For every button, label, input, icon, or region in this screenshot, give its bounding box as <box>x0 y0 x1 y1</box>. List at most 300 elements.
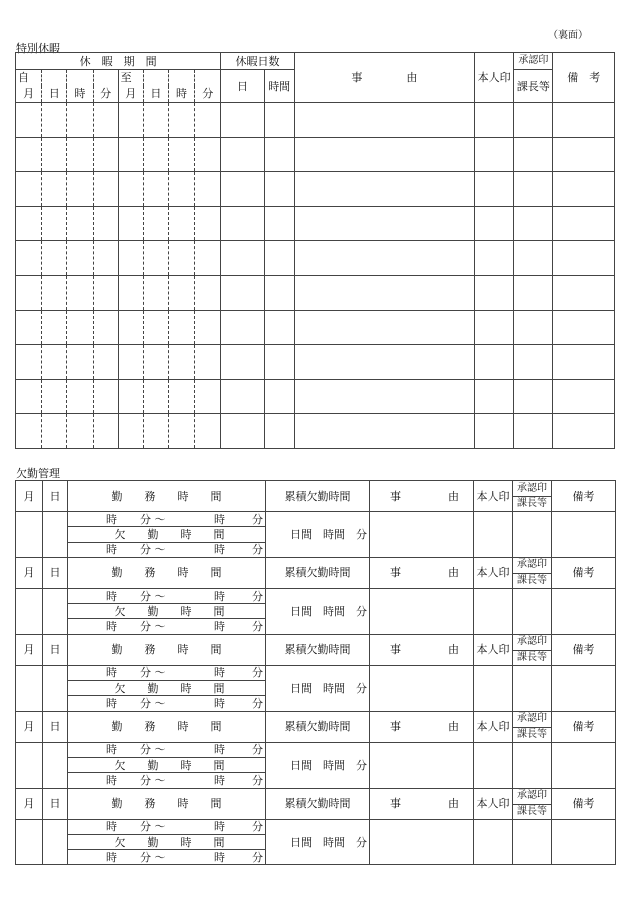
entry-cell[interactable] <box>294 241 474 276</box>
entry-cell[interactable] <box>118 206 143 241</box>
abs-header-month: 月 <box>16 557 43 588</box>
abs-cumulative-cell[interactable]: 日間 時間 分 <box>266 819 370 865</box>
entry-cell[interactable] <box>553 103 615 138</box>
entry-cell[interactable] <box>93 379 118 414</box>
abs-time-range-line[interactable] <box>68 542 266 557</box>
absence-entry-row <box>16 819 616 834</box>
abs-header-reason <box>370 634 474 665</box>
entry-cell[interactable] <box>168 414 194 449</box>
entry-cell[interactable] <box>294 379 474 414</box>
entry-cell[interactable] <box>221 414 264 449</box>
entry-cell[interactable] <box>168 310 194 345</box>
abs-seal-cell[interactable] <box>474 512 513 558</box>
special-leave-row <box>16 379 615 414</box>
entry-cell[interactable] <box>168 206 194 241</box>
abs-header-day: 日 <box>43 481 68 512</box>
abs-header-cumulative: 累積欠勤時間 <box>266 481 370 512</box>
entry-cell[interactable] <box>474 275 513 310</box>
entry-cell[interactable] <box>264 172 294 207</box>
entry-cell[interactable] <box>42 379 67 414</box>
special-leave-row <box>16 103 615 138</box>
entry-cell[interactable] <box>93 310 118 345</box>
entry-cell[interactable] <box>294 206 474 241</box>
abs-minute-from-label: 分 〜 <box>140 666 166 680</box>
header-to-day: 日 <box>143 86 168 103</box>
special-leave-row <box>16 345 615 380</box>
absence-header-row <box>16 711 616 727</box>
entry-cell[interactable] <box>16 345 42 380</box>
abs-header-work-time: 勤 務 時 間 <box>68 481 266 512</box>
entry-cell[interactable] <box>93 172 118 207</box>
entry-cell[interactable] <box>221 172 264 207</box>
entry-cell[interactable] <box>264 345 294 380</box>
abs-header-own-seal: 本人印 <box>474 481 513 512</box>
abs-month-cell[interactable] <box>16 819 43 865</box>
entry-cell[interactable] <box>16 241 42 276</box>
entry-cell[interactable] <box>514 137 553 172</box>
special-leave-table <box>15 52 615 449</box>
entry-cell[interactable] <box>264 103 294 138</box>
entry-cell[interactable] <box>118 345 143 380</box>
abs-absence-hours-label: 欠 勤 時 間 <box>114 835 225 849</box>
entry-cell[interactable] <box>16 310 42 345</box>
entry-cell[interactable] <box>264 414 294 449</box>
header-approval-seal: 承認印 <box>514 53 553 70</box>
absence-table <box>15 480 616 865</box>
abs-reason-a: 事 <box>390 566 401 580</box>
abs-header-approval: 承認印 <box>513 481 552 497</box>
entry-cell[interactable] <box>67 414 93 449</box>
entry-cell[interactable] <box>168 137 194 172</box>
abs-month-cell[interactable] <box>16 665 43 711</box>
abs-hour-label: 時 <box>106 512 117 526</box>
abs-time-range-line[interactable] <box>68 512 266 527</box>
header-to-month: 月 <box>118 86 143 103</box>
abs-hour-label: 時 <box>106 697 117 711</box>
entry-cell[interactable] <box>514 414 553 449</box>
abs-time-range-line[interactable] <box>68 742 266 757</box>
entry-cell[interactable] <box>118 310 143 345</box>
abs-reason-a: 事 <box>390 720 401 734</box>
header-own-seal: 本人印 <box>474 53 513 103</box>
abs-hour-to-label: 時 <box>214 773 225 787</box>
abs-header-approval: 承認印 <box>513 788 552 804</box>
entry-cell[interactable] <box>93 414 118 449</box>
abs-seal-cell[interactable] <box>474 819 513 865</box>
special-leave-row <box>16 137 615 172</box>
entry-cell[interactable] <box>143 379 168 414</box>
abs-day-cell[interactable] <box>43 819 68 865</box>
entry-cell[interactable] <box>195 379 221 414</box>
absence-entry-row <box>16 665 616 680</box>
entry-cell[interactable] <box>67 241 93 276</box>
header-leave-period: 休 暇 期 間 <box>16 53 221 70</box>
abs-day-cell[interactable] <box>43 742 68 788</box>
entry-cell[interactable] <box>221 310 264 345</box>
abs-header-remarks: 備考 <box>552 557 616 588</box>
abs-minute-from-label: 分 〜 <box>140 773 166 787</box>
abs-header-reason <box>370 711 474 742</box>
entry-cell[interactable] <box>143 172 168 207</box>
entry-cell[interactable] <box>143 275 168 310</box>
abs-absence-hours-line[interactable] <box>68 681 266 696</box>
entry-cell[interactable] <box>474 310 513 345</box>
abs-day-cell[interactable] <box>43 512 68 558</box>
abs-cumulative-cell[interactable]: 日間 時間 分 <box>266 665 370 711</box>
entry-cell[interactable] <box>221 137 264 172</box>
abs-header-reason <box>370 788 474 819</box>
abs-remarks-cell[interactable] <box>552 665 616 711</box>
abs-seal-cell[interactable] <box>474 588 513 634</box>
abs-approval-cell[interactable] <box>513 665 552 711</box>
abs-hour-to-label: 時 <box>214 820 225 834</box>
entry-cell[interactable] <box>195 206 221 241</box>
entry-cell[interactable] <box>474 137 513 172</box>
abs-minute-from-label: 分 〜 <box>140 697 166 711</box>
entry-cell[interactable] <box>514 310 553 345</box>
entry-cell[interactable] <box>195 310 221 345</box>
abs-absence-hours-line[interactable] <box>68 757 266 772</box>
abs-minute-from-label: 分 〜 <box>140 820 166 834</box>
abs-header-remarks: 備考 <box>552 711 616 742</box>
abs-approval-cell[interactable] <box>513 512 552 558</box>
abs-header-approval: 承認印 <box>513 634 552 650</box>
entry-cell[interactable] <box>118 137 143 172</box>
entry-cell[interactable] <box>294 310 474 345</box>
entry-cell[interactable] <box>294 275 474 310</box>
entry-cell[interactable] <box>168 345 194 380</box>
entry-cell[interactable] <box>553 137 615 172</box>
abs-hour-label: 時 <box>106 743 117 757</box>
abs-hour-to-label: 時 <box>214 620 225 634</box>
abs-cumulative-cell[interactable]: 日間 時間 分 <box>266 588 370 634</box>
abs-reason-cell[interactable] <box>370 512 474 558</box>
abs-day-cell[interactable] <box>43 588 68 634</box>
entry-cell[interactable] <box>143 137 168 172</box>
entry-cell[interactable] <box>474 379 513 414</box>
header-days-hours: 時間 <box>264 70 294 103</box>
abs-reason-a: 事 <box>390 797 401 811</box>
abs-absence-hours-line[interactable] <box>68 527 266 542</box>
abs-header-month: 月 <box>16 788 43 819</box>
abs-header-approval: 承認印 <box>513 557 552 573</box>
abs-header-own-seal: 本人印 <box>474 557 513 588</box>
abs-time-range-line[interactable] <box>68 819 266 834</box>
entry-cell[interactable] <box>264 379 294 414</box>
entry-cell[interactable] <box>294 137 474 172</box>
entry-cell[interactable] <box>42 206 67 241</box>
abs-header-day: 日 <box>43 788 68 819</box>
entry-cell[interactable] <box>118 103 143 138</box>
entry-cell[interactable] <box>294 172 474 207</box>
abs-seal-cell[interactable] <box>474 665 513 711</box>
abs-header-day: 日 <box>43 634 68 665</box>
abs-reason-b: 由 <box>448 797 459 811</box>
abs-minute-from-label: 分 〜 <box>140 620 166 634</box>
abs-time-range-line[interactable] <box>68 850 266 865</box>
entry-cell[interactable] <box>93 275 118 310</box>
abs-hour-to-label: 時 <box>214 697 225 711</box>
header-days-day: 日 <box>221 70 264 103</box>
entry-cell[interactable] <box>221 103 264 138</box>
special-leave-row <box>16 206 615 241</box>
entry-cell[interactable] <box>67 345 93 380</box>
abs-cumulative-cell[interactable]: 日間 時間 分 <box>266 512 370 558</box>
header-remarks: 備 考 <box>553 53 615 103</box>
entry-cell[interactable] <box>264 206 294 241</box>
entry-cell[interactable] <box>118 379 143 414</box>
entry-cell[interactable] <box>514 103 553 138</box>
special-leave-row <box>16 414 615 449</box>
abs-month-cell[interactable] <box>16 588 43 634</box>
abs-header-cumulative: 累積欠勤時間 <box>266 788 370 819</box>
abs-reason-b: 由 <box>448 643 459 657</box>
entry-cell[interactable] <box>16 379 42 414</box>
entry-cell[interactable] <box>294 345 474 380</box>
abs-reason-b: 由 <box>448 489 459 503</box>
entry-cell[interactable] <box>474 172 513 207</box>
abs-hour-to-label: 時 <box>214 666 225 680</box>
entry-cell[interactable] <box>195 172 221 207</box>
abs-minute-to-label: 分 <box>252 820 263 834</box>
entry-cell[interactable] <box>118 275 143 310</box>
abs-minute-from-label: 分 〜 <box>140 512 166 526</box>
entry-cell[interactable] <box>221 379 264 414</box>
entry-cell[interactable] <box>264 137 294 172</box>
entry-cell[interactable] <box>514 345 553 380</box>
entry-cell[interactable] <box>553 310 615 345</box>
absence-header-row <box>16 788 616 804</box>
entry-cell[interactable] <box>553 345 615 380</box>
absence-header-row <box>16 557 616 573</box>
header-leave-days: 休暇日数 <box>221 53 294 70</box>
header-chief: 課長等 <box>514 70 553 103</box>
entry-cell[interactable] <box>168 103 194 138</box>
abs-reason-cell[interactable] <box>370 742 474 788</box>
entry-cell[interactable] <box>221 206 264 241</box>
header-to-minute: 分 <box>195 86 221 103</box>
entry-cell[interactable] <box>514 241 553 276</box>
header-from-hour: 時 <box>67 86 93 103</box>
entry-cell[interactable] <box>93 103 118 138</box>
abs-seal-cell[interactable] <box>474 742 513 788</box>
entry-cell[interactable] <box>195 137 221 172</box>
entry-cell[interactable] <box>264 241 294 276</box>
abs-absence-hours-line[interactable] <box>68 834 266 849</box>
abs-header-chief: 課長等 <box>513 804 552 819</box>
entry-cell[interactable] <box>294 103 474 138</box>
abs-header-month: 月 <box>16 481 43 512</box>
entry-cell[interactable] <box>67 275 93 310</box>
abs-absence-hours-line[interactable] <box>68 604 266 619</box>
entry-cell[interactable] <box>16 103 42 138</box>
entry-cell[interactable] <box>221 241 264 276</box>
entry-cell[interactable] <box>16 275 42 310</box>
abs-absence-hours-label: 欠 勤 時 間 <box>114 758 225 772</box>
abs-hour-label: 時 <box>106 620 117 634</box>
entry-cell[interactable] <box>553 379 615 414</box>
abs-header-reason <box>370 481 474 512</box>
entry-cell[interactable] <box>195 275 221 310</box>
entry-cell[interactable] <box>93 241 118 276</box>
abs-header-cumulative: 累積欠勤時間 <box>266 711 370 742</box>
abs-minute-from-label: 分 〜 <box>140 589 166 603</box>
abs-header-chief: 課長等 <box>513 650 552 665</box>
entry-cell[interactable] <box>195 103 221 138</box>
abs-remarks-cell[interactable] <box>552 512 616 558</box>
abs-hour-label: 時 <box>106 589 117 603</box>
entry-cell[interactable] <box>16 206 42 241</box>
entry-cell[interactable] <box>118 241 143 276</box>
entry-cell[interactable] <box>474 345 513 380</box>
absence-title: 欠勤管理 <box>16 467 60 480</box>
entry-cell[interactable] <box>42 345 67 380</box>
page-side-label: （裏面） <box>548 30 588 41</box>
entry-cell[interactable] <box>42 241 67 276</box>
entry-cell[interactable] <box>168 172 194 207</box>
entry-cell[interactable] <box>143 206 168 241</box>
abs-minute-to-label: 分 <box>252 589 263 603</box>
abs-reason-cell[interactable] <box>370 819 474 865</box>
abs-reason-a: 事 <box>390 643 401 657</box>
entry-cell[interactable] <box>514 275 553 310</box>
abs-time-range-line[interactable] <box>68 696 266 711</box>
absence-header-row <box>16 481 616 497</box>
entry-cell[interactable] <box>168 275 194 310</box>
entry-cell[interactable] <box>294 414 474 449</box>
abs-hour-label: 時 <box>106 820 117 834</box>
entry-cell[interactable] <box>16 414 42 449</box>
entry-cell[interactable] <box>67 137 93 172</box>
abs-time-range-line[interactable] <box>68 665 266 680</box>
entry-cell[interactable] <box>195 414 221 449</box>
entry-cell[interactable] <box>16 137 42 172</box>
abs-header-remarks: 備考 <box>552 481 616 512</box>
entry-cell[interactable] <box>553 241 615 276</box>
entry-cell[interactable] <box>168 241 194 276</box>
abs-header-own-seal: 本人印 <box>474 788 513 819</box>
abs-hour-label: 時 <box>106 666 117 680</box>
abs-minute-from-label: 分 〜 <box>140 743 166 757</box>
entry-cell[interactable] <box>195 241 221 276</box>
entry-cell[interactable] <box>474 206 513 241</box>
abs-day-cell[interactable] <box>43 665 68 711</box>
entry-cell[interactable] <box>143 310 168 345</box>
entry-cell[interactable] <box>143 414 168 449</box>
abs-reason-cell[interactable] <box>370 588 474 634</box>
abs-hour-to-label: 時 <box>214 589 225 603</box>
entry-cell[interactable] <box>42 172 67 207</box>
entry-cell[interactable] <box>474 103 513 138</box>
abs-minute-to-label: 分 <box>252 697 263 711</box>
abs-header-remarks: 備考 <box>552 788 616 819</box>
entry-cell[interactable] <box>67 172 93 207</box>
entry-cell[interactable] <box>264 310 294 345</box>
entry-cell[interactable] <box>67 310 93 345</box>
abs-minute-from-label: 分 〜 <box>140 850 166 864</box>
entry-cell[interactable] <box>221 275 264 310</box>
entry-cell[interactable] <box>168 379 194 414</box>
entry-cell[interactable] <box>143 103 168 138</box>
entry-cell[interactable] <box>16 172 42 207</box>
entry-cell[interactable] <box>264 275 294 310</box>
abs-header-reason <box>370 557 474 588</box>
entry-cell[interactable] <box>514 206 553 241</box>
entry-cell[interactable] <box>514 379 553 414</box>
header-from: 自 <box>16 70 42 86</box>
special-leave-row <box>16 172 615 207</box>
abs-remarks-cell[interactable] <box>552 819 616 865</box>
abs-approval-cell[interactable] <box>513 742 552 788</box>
entry-cell[interactable] <box>553 172 615 207</box>
entry-cell[interactable] <box>474 414 513 449</box>
abs-header-cumulative: 累積欠勤時間 <box>266 557 370 588</box>
abs-month-cell[interactable] <box>16 512 43 558</box>
abs-remarks-cell[interactable] <box>552 742 616 788</box>
entry-cell[interactable] <box>42 275 67 310</box>
entry-cell[interactable] <box>67 103 93 138</box>
entry-cell[interactable] <box>553 414 615 449</box>
abs-approval-cell[interactable] <box>513 819 552 865</box>
header-from-minute: 分 <box>93 86 118 103</box>
entry-cell[interactable] <box>474 241 513 276</box>
abs-time-range-line[interactable] <box>68 773 266 788</box>
abs-month-cell[interactable] <box>16 742 43 788</box>
entry-cell[interactable] <box>553 206 615 241</box>
abs-hour-to-label: 時 <box>214 512 225 526</box>
entry-cell[interactable] <box>67 206 93 241</box>
abs-minute-to-label: 分 <box>252 773 263 787</box>
absence-entry-row <box>16 512 616 527</box>
header-reason: 事 由 <box>294 53 474 103</box>
abs-hour-to-label: 時 <box>214 850 225 864</box>
entry-cell[interactable] <box>143 241 168 276</box>
abs-time-range-line[interactable] <box>68 619 266 634</box>
abs-absence-hours-label: 欠 勤 時 間 <box>114 604 225 618</box>
special-leave-row <box>16 275 615 310</box>
entry-cell[interactable] <box>118 172 143 207</box>
entry-cell[interactable] <box>143 345 168 380</box>
abs-header-own-seal: 本人印 <box>474 711 513 742</box>
entry-cell[interactable] <box>42 137 67 172</box>
entry-cell[interactable] <box>118 414 143 449</box>
entry-cell[interactable] <box>221 345 264 380</box>
abs-header-work-time: 勤 務 時 間 <box>68 634 266 665</box>
abs-remarks-cell[interactable] <box>552 588 616 634</box>
abs-reason-cell[interactable] <box>370 665 474 711</box>
abs-approval-cell[interactable] <box>513 588 552 634</box>
abs-minute-to-label: 分 <box>252 666 263 680</box>
abs-hour-to-label: 時 <box>214 743 225 757</box>
entry-cell[interactable] <box>195 345 221 380</box>
special-leave-row <box>16 310 615 345</box>
abs-time-range-line[interactable] <box>68 588 266 603</box>
entry-cell[interactable] <box>93 137 118 172</box>
entry-cell[interactable] <box>93 206 118 241</box>
entry-cell[interactable] <box>42 103 67 138</box>
entry-cell[interactable] <box>553 275 615 310</box>
entry-cell[interactable] <box>93 345 118 380</box>
abs-minute-to-label: 分 <box>252 850 263 864</box>
entry-cell[interactable] <box>42 310 67 345</box>
abs-header-month: 月 <box>16 711 43 742</box>
entry-cell[interactable] <box>67 379 93 414</box>
entry-cell[interactable] <box>514 172 553 207</box>
abs-absence-hours-label: 欠 勤 時 間 <box>114 527 225 541</box>
entry-cell[interactable] <box>42 414 67 449</box>
abs-header-day: 日 <box>43 557 68 588</box>
abs-cumulative-cell[interactable]: 日間 時間 分 <box>266 742 370 788</box>
